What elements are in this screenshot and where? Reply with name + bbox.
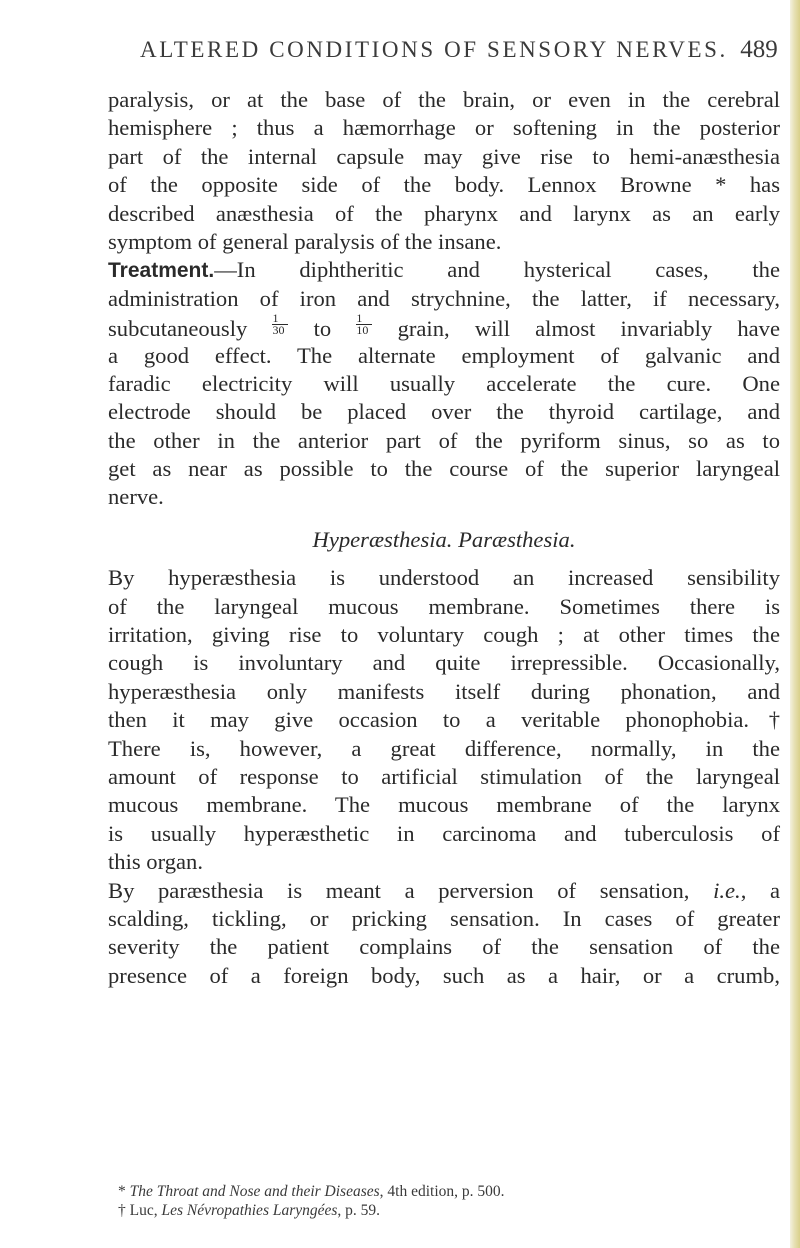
text-line — [108, 877, 780, 905]
text-line: severity the patient complains of the sensation of the — [108, 934, 780, 960]
text-line: presence of a foreign body, such as a hair, or a crumb, — [108, 962, 780, 988]
text-line: part of the internal capsule may give rise to hemi-anæsthesia — [108, 143, 780, 169]
text-fragment-italic: i.e. — [713, 877, 741, 903]
footnote-text: , p. 59. — [337, 1202, 381, 1219]
text-line: mucous membrane. The mucous membrane of the larynx — [108, 792, 780, 818]
fraction-one-thirtieth — [272, 313, 288, 336]
text-line-with-fractions — [108, 313, 780, 341]
footnote-author: Luc, — [129, 1202, 158, 1219]
fraction-denominator: 30 — [272, 323, 285, 338]
text-line: amount of response to artificial stimulation of the laryngeal — [108, 763, 780, 789]
text-line: hyperæsthesia only manifests itself during phonation, and — [108, 678, 780, 704]
paragraph-anaesthesia-continued — [108, 86, 780, 256]
page-number: 489 — [740, 36, 778, 63]
text-fragment: grain, will almost invariably have — [397, 316, 780, 342]
fraction-one-tenth — [356, 313, 372, 336]
text-line: administration of iron and strychnine, the latter, if necessary, — [108, 285, 780, 311]
text-line: of the opposite side of the body. Lennox Browne * has — [108, 172, 780, 198]
text-line: paralysis, or at the base of the brain, or even in the cerebral — [108, 87, 780, 112]
text-fragment: to — [313, 316, 332, 342]
body-text — [108, 86, 780, 990]
footnote-mark: † — [118, 1202, 126, 1219]
paragraph-hyperaesthesia — [108, 564, 780, 876]
text-line: nerve. — [108, 484, 164, 510]
paragraph-treatment — [108, 256, 780, 512]
text-line: described anæsthesia of the pharynx and larynx as an early — [108, 200, 780, 226]
footnotes — [118, 1182, 778, 1220]
section-heading: Hyperæsthesia. Paræsthesia. — [312, 526, 576, 552]
text-fragment: subcutaneously — [108, 316, 248, 342]
footnote-title: The Throat and Nose and their Diseases — [129, 1183, 380, 1200]
fraction-denominator: 10 — [356, 323, 369, 338]
text-line: symptom of general paralysis of the insane. — [108, 228, 502, 254]
fraction-numerator: 1 — [356, 313, 372, 325]
paragraph-paraesthesia — [108, 877, 780, 991]
text-line: the other in the anterior part of the pyriform sinus, so as to — [108, 427, 780, 453]
page-edge-shadow — [790, 0, 800, 1248]
text-line: a good effect. The alternate employment of galvanic and — [108, 342, 780, 368]
text-fragment: By paræsthesia is meant a perversion of sensation, — [108, 877, 690, 903]
text-line: scalding, tickling, or pricking sensation. In cases of greater — [108, 905, 780, 931]
text-line — [108, 256, 780, 284]
text-line: then it may give occasion to a veritable phonophobia.† — [108, 707, 780, 733]
text-line: this organ. — [108, 849, 203, 875]
text-line: irritation, giving rise to voluntary cough ; at other times the — [108, 622, 780, 648]
text-line: There is, however, a great difference, normally, in the — [108, 735, 780, 761]
running-title: ALTERED CONDITIONS OF SENSORY NERVES. — [140, 37, 728, 62]
treatment-line-1: —In diphtheritic and hysterical cases, the — [214, 257, 780, 283]
text-line: is usually hyperæsthetic in carcinoma and tuberculosis of — [108, 820, 780, 846]
text-line: By hyperæsthesia is understood an increased sensibility — [108, 565, 780, 591]
text-line: faradic electricity will usually accelerate the cure. One — [108, 370, 780, 396]
fraction-numerator: 1 — [272, 313, 288, 325]
text-line: cough is involuntary and quite irrepressible. Occasionally, — [108, 650, 780, 676]
treatment-heading: Treatment. — [108, 259, 215, 283]
footnote-mark: * — [118, 1183, 126, 1200]
footnote-title: Les Névropathies Laryngées — [161, 1202, 338, 1219]
text-line: electrode should be placed over the thyroid cartilage, and — [108, 399, 780, 425]
footnote-2 — [118, 1201, 778, 1220]
text-line: get as near as possible to the course of the superior laryngeal — [108, 456, 780, 482]
text-line: of the laryngeal mucous membrane. Sometimes there is — [108, 593, 780, 619]
footnote-text: , 4th edition, p. 500. — [379, 1183, 505, 1200]
text-fragment: , a — [740, 877, 780, 903]
running-header — [140, 36, 778, 64]
footnote-1 — [118, 1182, 778, 1201]
text-line: hemisphere ; thus a hæmorrhage or softening in the posterior — [108, 115, 780, 141]
